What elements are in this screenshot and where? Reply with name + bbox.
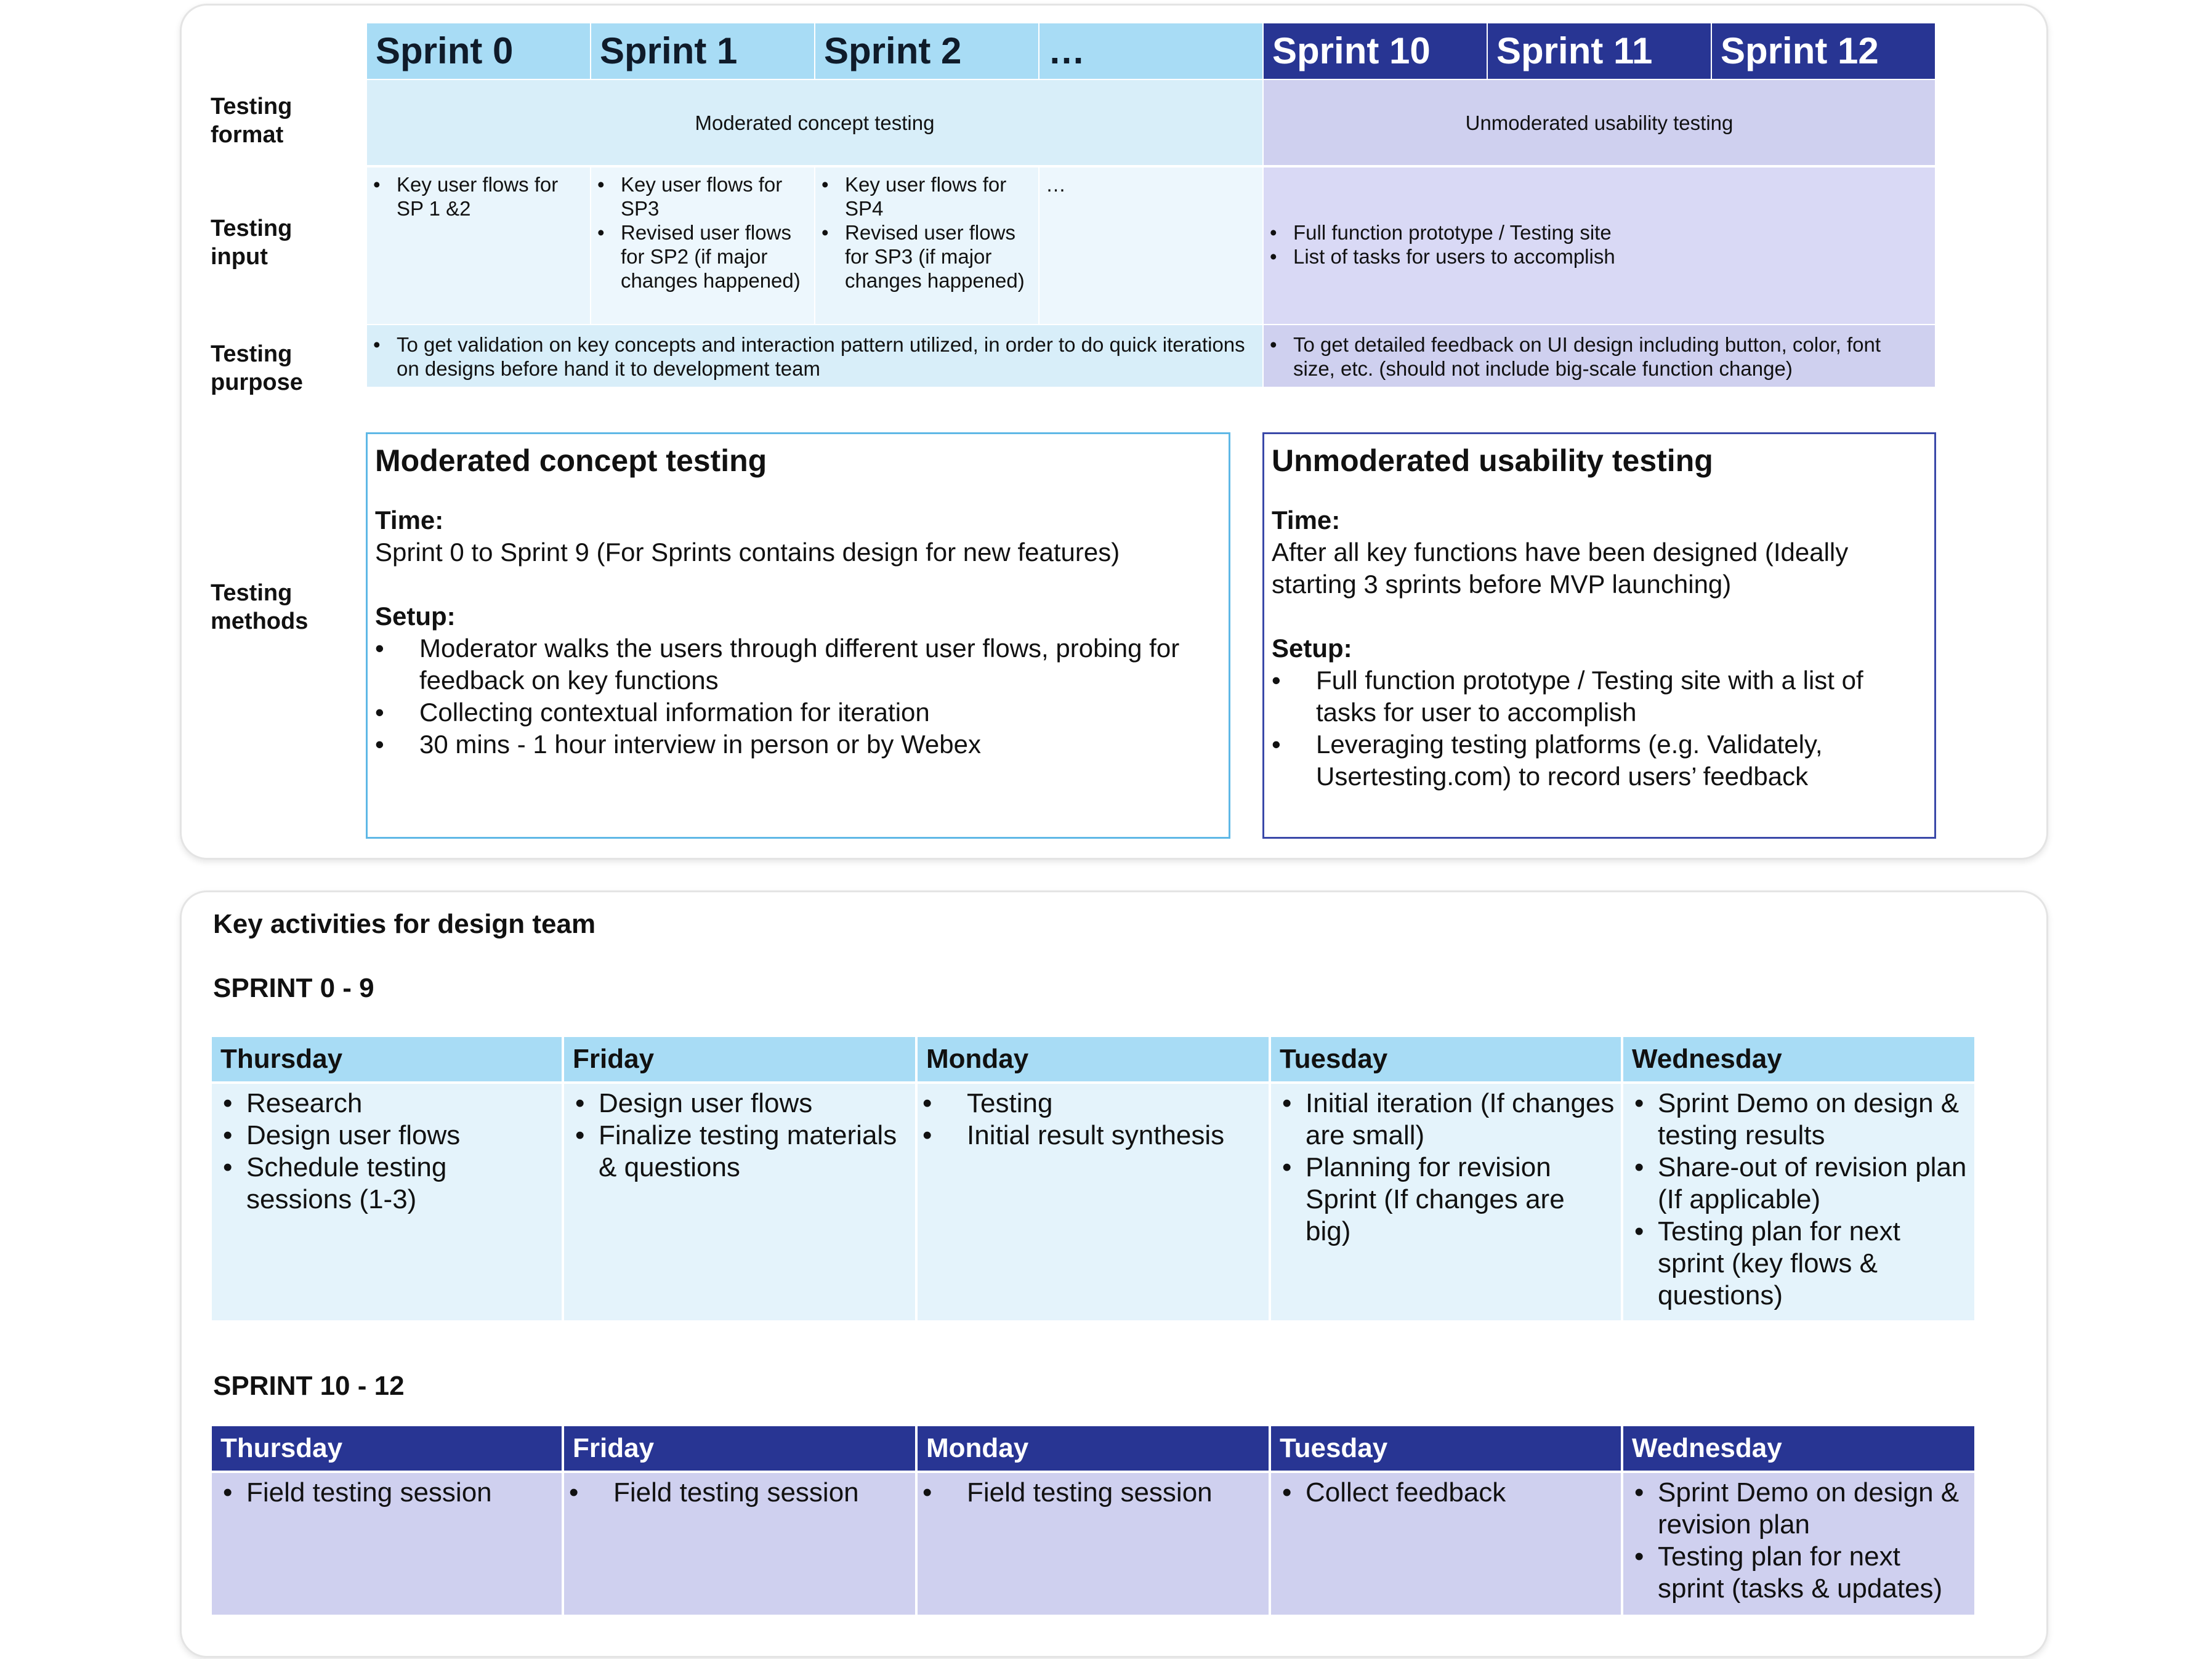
- early-day-cell-wednesday: [1623, 1084, 1974, 1320]
- input-late-item: • Full function prototype / Testing site: [1264, 220, 1930, 244]
- purpose-unmoderated-item: • To get detailed feedback on UI design including button, color, font size, etc. (should not include big-scale function change): [1264, 333, 1927, 381]
- sprint-header-10: Sprint 10: [1264, 23, 1487, 79]
- activity-item: • Field testing session: [217, 1477, 557, 1509]
- input-sprint0-item: • Key user flows for SP 1 &2: [367, 172, 585, 220]
- early-day-header-thursday: Thursday: [212, 1037, 562, 1081]
- format-unmoderated-band: [1264, 80, 1935, 165]
- row-label-testing-format: Testing format: [211, 94, 293, 148]
- input-ellipsis: …: [1046, 173, 1066, 196]
- activity-item: • Sprint Demo on design & revision plan: [1628, 1477, 1969, 1541]
- moderated-setup-item: • 30 mins - 1 hour interview in person or by Webex: [375, 729, 1221, 761]
- activity-item: • Collect feedback: [1276, 1477, 1616, 1509]
- activity-item: • Finalize testing materials & questions: [569, 1120, 910, 1184]
- row-label-testing-methods: Testing methods: [211, 580, 309, 634]
- late-day-header-tuesday: Tuesday: [1271, 1426, 1621, 1471]
- early-day-header-tuesday: Tuesday: [1271, 1037, 1621, 1081]
- input-sprint1-cell: [591, 168, 814, 324]
- moderated-time-label: Time:: [375, 506, 444, 535]
- input-sprint1-item: • Key user flows for SP3: [591, 172, 809, 220]
- unmoderated-time-text: After all key functions have been designed (Ideally starting 3 sprints before MVP launching): [1272, 538, 1849, 599]
- moderated-method-title: Moderated concept testing: [375, 443, 767, 478]
- late-day-cell-monday: [918, 1473, 1269, 1615]
- purpose-moderated-item: • To get validation on key concepts and interaction pattern utilized, in order to do quick iterations on designs before hand it to development team: [367, 333, 1257, 381]
- sprint-header-ellipsis: …: [1039, 23, 1262, 79]
- input-late-cell: [1264, 168, 1935, 324]
- late-day-cell-friday: [564, 1473, 915, 1615]
- key-activities-title: Key activities for design team: [213, 909, 596, 939]
- activity-item: • Design user flows: [217, 1120, 557, 1152]
- late-day-header-wednesday: Wednesday: [1623, 1426, 1974, 1471]
- moderated-method-box: [366, 432, 1230, 839]
- early-day-cell-thursday: [212, 1084, 562, 1320]
- early-day-header-friday: Friday: [564, 1037, 915, 1081]
- unmoderated-time-label: Time:: [1272, 506, 1341, 535]
- activity-item: • Testing plan for next sprint (tasks & updates): [1628, 1541, 1969, 1605]
- activity-item: • Sprint Demo on design & testing results: [1628, 1088, 1969, 1152]
- activity-item: • Field testing session: [569, 1477, 910, 1509]
- unmoderated-method-title: Unmoderated usability testing: [1272, 443, 1713, 478]
- activity-item: • Testing plan for next sprint (key flows & questions): [1628, 1216, 1969, 1312]
- early-day-cell-tuesday: [1271, 1084, 1621, 1320]
- sprint-header-12: Sprint 12: [1712, 23, 1935, 79]
- unmoderated-setup-item: • Full function prototype / Testing site with a list of tasks for user to accomplish: [1272, 664, 1927, 729]
- unmoderated-method-box: [1262, 432, 1936, 839]
- late-activities-grid: [212, 1426, 1974, 1615]
- purpose-unmoderated-cell: [1264, 325, 1935, 387]
- early-day-header-wednesday: Wednesday: [1623, 1037, 1974, 1081]
- sprint-0-9-label: SPRINT 0 - 9: [213, 973, 374, 1003]
- activity-item: • Research: [217, 1088, 557, 1120]
- moderated-setup-item: • Collecting contextual information for iteration: [375, 696, 1221, 729]
- early-day-cell-friday: [564, 1084, 915, 1320]
- late-day-header-monday: Monday: [918, 1426, 1269, 1471]
- early-day-cell-monday: [918, 1084, 1269, 1320]
- sprint-header-11: Sprint 11: [1488, 23, 1711, 79]
- early-activities-grid: [212, 1037, 1974, 1320]
- input-late-item: • List of tasks for users to accomplish: [1264, 244, 1930, 268]
- late-day-cell-thursday: [212, 1473, 562, 1615]
- format-moderated-band: [367, 80, 1262, 165]
- input-sprint2-item: • Revised user flows for SP3 (if major changes happened): [815, 220, 1033, 293]
- sprint-header-1: Sprint 1: [591, 23, 814, 79]
- purpose-moderated-cell: [367, 325, 1262, 387]
- activity-item: • Planning for revision Sprint (If changes are big): [1276, 1152, 1616, 1248]
- format-unmoderated-label: Unmoderated usability testing: [1465, 111, 1734, 134]
- input-ellipsis-cell: [1039, 168, 1262, 324]
- early-day-header-monday: Monday: [918, 1037, 1269, 1081]
- input-sprint2-cell: [815, 168, 1038, 324]
- late-day-cell-tuesday: [1271, 1473, 1621, 1615]
- activity-item: • Design user flows: [569, 1088, 910, 1120]
- activity-item: • Field testing session: [922, 1477, 1264, 1509]
- activity-item: • Share-out of revision plan (If applicable): [1628, 1152, 1969, 1216]
- row-label-testing-purpose: Testing purpose: [211, 341, 303, 395]
- sprint-header-2: Sprint 2: [815, 23, 1038, 79]
- sprint-10-12-label: SPRINT 10 - 12: [213, 1371, 405, 1401]
- activity-item: • Initial result synthesis: [922, 1120, 1264, 1152]
- activity-item: • Initial iteration (If changes are small): [1276, 1088, 1616, 1152]
- moderated-setup-label: Setup:: [375, 602, 456, 631]
- input-sprint0-cell: [367, 168, 590, 324]
- moderated-setup-item: • Moderator walks the users through different user flows, probing for feedback on key functions: [375, 632, 1221, 696]
- late-day-header-thursday: Thursday: [212, 1426, 562, 1471]
- unmoderated-setup-item: • Leveraging testing platforms (e.g. Validately, Usertesting.com) to record users’ feedback: [1272, 729, 1927, 793]
- format-moderated-label: Moderated concept testing: [695, 111, 935, 134]
- sprint-header-0: Sprint 0: [367, 23, 590, 79]
- late-day-header-friday: Friday: [564, 1426, 915, 1471]
- unmoderated-setup-label: Setup:: [1272, 634, 1352, 663]
- late-day-cell-wednesday: [1623, 1473, 1974, 1615]
- input-sprint1-item: • Revised user flows for SP2 (if major changes happened): [591, 220, 809, 293]
- activity-item: • Testing: [922, 1088, 1264, 1120]
- row-label-testing-input: Testing input: [211, 216, 293, 270]
- activity-item: • Schedule testing sessions (1-3): [217, 1152, 557, 1216]
- input-sprint2-item: • Key user flows for SP4: [815, 172, 1033, 220]
- moderated-time-text: Sprint 0 to Sprint 9 (For Sprints contains design for new features): [375, 538, 1120, 567]
